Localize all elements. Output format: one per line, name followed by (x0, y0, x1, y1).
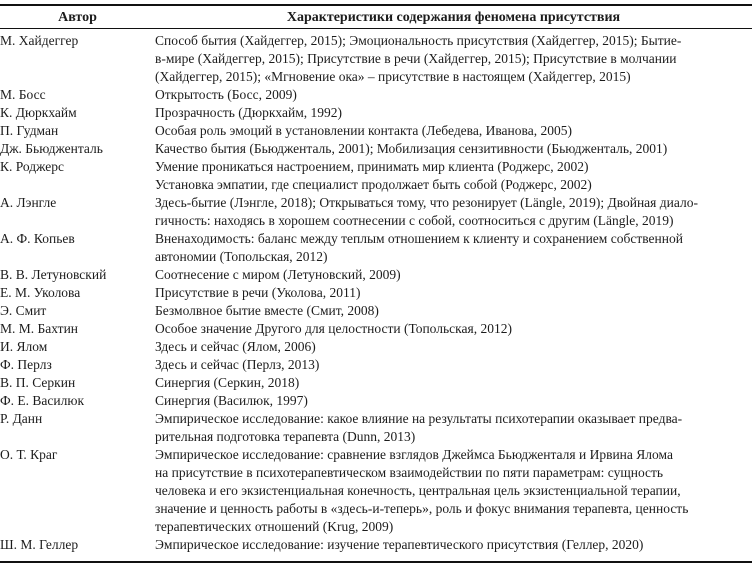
characteristics-line: в-мире (Хайдеггер, 2015); Присутствие в речи (Хайдеггер, 2015); Присутствие в молчании (155, 51, 677, 66)
table-row (0, 392, 752, 410)
characteristics-line: автономии (Топольская, 2012) (155, 249, 328, 264)
author-cell: К. Дюркхайм (0, 105, 77, 120)
characteristics-cell (155, 104, 752, 122)
author-cell: О. Т. Краг (0, 447, 58, 462)
characteristics-cell (155, 230, 752, 266)
table-row (0, 446, 752, 536)
characteristics-cell (155, 266, 752, 284)
characteristics-cell (155, 194, 752, 230)
characteristics-line: значение и ценность работы в «здесь-и-теперь», роль и фокус внимания терапевта, ценность (155, 501, 689, 516)
table-row (0, 356, 752, 374)
author-cell: П. Гудман (0, 123, 59, 138)
characteristics-cell (155, 410, 752, 446)
characteristics-cell (155, 446, 752, 536)
table-row (0, 536, 752, 562)
characteristics-line: Эмпирическое исследование: изучение терапевтического присутствия (Геллер, 2020) (155, 537, 644, 552)
characteristics-line: Установка эмпатии, где специалист продолжает быть собой (Роджерс, 2002) (155, 177, 592, 192)
characteristics-line: Особая роль эмоций в установлении контакта (Лебедева, Иванова, 2005) (155, 123, 572, 138)
table-row (0, 194, 752, 230)
characteristics-line: Эмпирическое исследование: какое влияние на результаты психотерапии оказывает предва- (155, 411, 683, 426)
table-row (0, 104, 752, 122)
characteristics-line: Особое значение Другого для целостности (Топольская, 2012) (155, 321, 512, 336)
characteristics-cell (155, 86, 752, 104)
characteristics-line: Открытость (Босс, 2009) (155, 87, 297, 102)
author-cell: М. Хайдеггер (0, 33, 79, 48)
table-row (0, 284, 752, 302)
author-column-header: Автор (0, 5, 155, 29)
characteristics-line: терапевтических отношений (Krug, 2009) (155, 519, 394, 534)
table-row (0, 266, 752, 284)
author-cell: И. Ялом (0, 339, 48, 354)
table-row (0, 29, 752, 87)
author-cell: Р. Данн (0, 411, 43, 426)
author-cell: А. Ф. Копьев (0, 231, 75, 246)
characteristics-cell (155, 536, 752, 562)
characteristics-line: Вненаходимость: баланс между теплым отношением к клиенту и сохранением собственной (155, 231, 683, 246)
characteristics-line: Качество бытия (Бьюдженталь, 2001); Мобилизация сензитивности (Бьюдженталь, 2001) (155, 141, 668, 156)
characteristics-line: (Хайдеггер, 2015); «Мгновение ока» – присутствие в настоящем (Хайдеггер, 2015) (155, 69, 631, 84)
author-cell: М. М. Бахтин (0, 321, 79, 336)
table-row (0, 374, 752, 392)
characteristics-line: Здесь и сейчас (Ялом, 2006) (155, 339, 316, 354)
characteristics-line: Соотнесение с миром (Летуновский, 2009) (155, 267, 401, 282)
characteristics-line: человека и его экзистенциальная конечность, центральная цель экзистенциальной терапии, (155, 483, 681, 498)
author-cell: Е. М. Уколова (0, 285, 81, 300)
characteristics-line: Умение проникаться настроением, принимать мир клиента (Роджерс, 2002) (155, 159, 589, 174)
author-cell: В. В. Летуновский (0, 267, 107, 282)
table-row (0, 338, 752, 356)
table-row (0, 320, 752, 338)
characteristics-cell (155, 374, 752, 392)
table-row (0, 86, 752, 104)
table-row (0, 140, 752, 158)
characteristics-cell (155, 320, 752, 338)
header-row (0, 5, 752, 29)
presence-characteristics-table (0, 4, 752, 563)
characteristics-cell (155, 338, 752, 356)
author-cell: Э. Смит (0, 303, 47, 318)
characteristics-line: Эмпирическое исследование: сравнение взглядов Джеймса Бьюдженталя и Ирвина Ялома (155, 447, 673, 462)
table-header (0, 5, 752, 29)
characteristics-line: Безмолвное бытие вместе (Смит, 2008) (155, 303, 379, 318)
table-row (0, 230, 752, 266)
characteristics-cell (155, 29, 752, 87)
characteristics-line: Прозрачность (Дюркхайм, 1992) (155, 105, 342, 120)
characteristics-cell (155, 302, 752, 320)
author-cell: Ф. Е. Василюк (0, 393, 85, 408)
author-cell: К. Роджерс (0, 159, 65, 174)
characteristics-cell (155, 158, 752, 194)
table-row (0, 158, 752, 194)
table-row (0, 122, 752, 140)
characteristics-line: рительная подготовка терапевта (Dunn, 2013) (155, 429, 416, 444)
characteristics-cell (155, 356, 752, 374)
characteristics-line: на присутствие в психотерапевтическом взаимодействии по пяти параметрам: сущность (155, 465, 664, 480)
author-cell: А. Лэнгле (0, 195, 57, 210)
characteristics-line: Присутствие в речи (Уколова, 2011) (155, 285, 361, 300)
characteristics-line: Здесь и сейчас (Перлз, 2013) (155, 357, 320, 372)
author-cell: Ш. М. Геллер (0, 537, 79, 552)
table-row (0, 410, 752, 446)
characteristics-line: гичность: находясь в хорошем соотнесении с собой, соотноситься с другим (Längle, 2019) (155, 213, 674, 228)
characteristics-cell (155, 284, 752, 302)
characteristics-line: Синергия (Серкин, 2018) (155, 375, 300, 390)
characteristics-line: Здесь-бытие (Лэнгле, 2018); Открываться тому, что резонирует (Längle, 2019); Двойная диало- (155, 195, 698, 210)
characteristics-line: Способ бытия (Хайдеггер, 2015); Эмоциональность присутствия (Хайдеггер, 2015); Бытие- (155, 33, 682, 48)
author-cell: Дж. Бьюдженталь (0, 141, 103, 156)
author-cell: Ф. Перлз (0, 357, 52, 372)
author-cell: М. Босс (0, 87, 46, 102)
table-body (0, 29, 752, 563)
table-row (0, 302, 752, 320)
characteristics-cell (155, 140, 752, 158)
author-cell: В. П. Серкин (0, 375, 76, 390)
characteristics-cell (155, 122, 752, 140)
characteristics-cell (155, 392, 752, 410)
characteristics-line: Синергия (Василюк, 1997) (155, 393, 308, 408)
characteristics-column-header: Характеристики содержания феномена присутствия (155, 5, 752, 29)
